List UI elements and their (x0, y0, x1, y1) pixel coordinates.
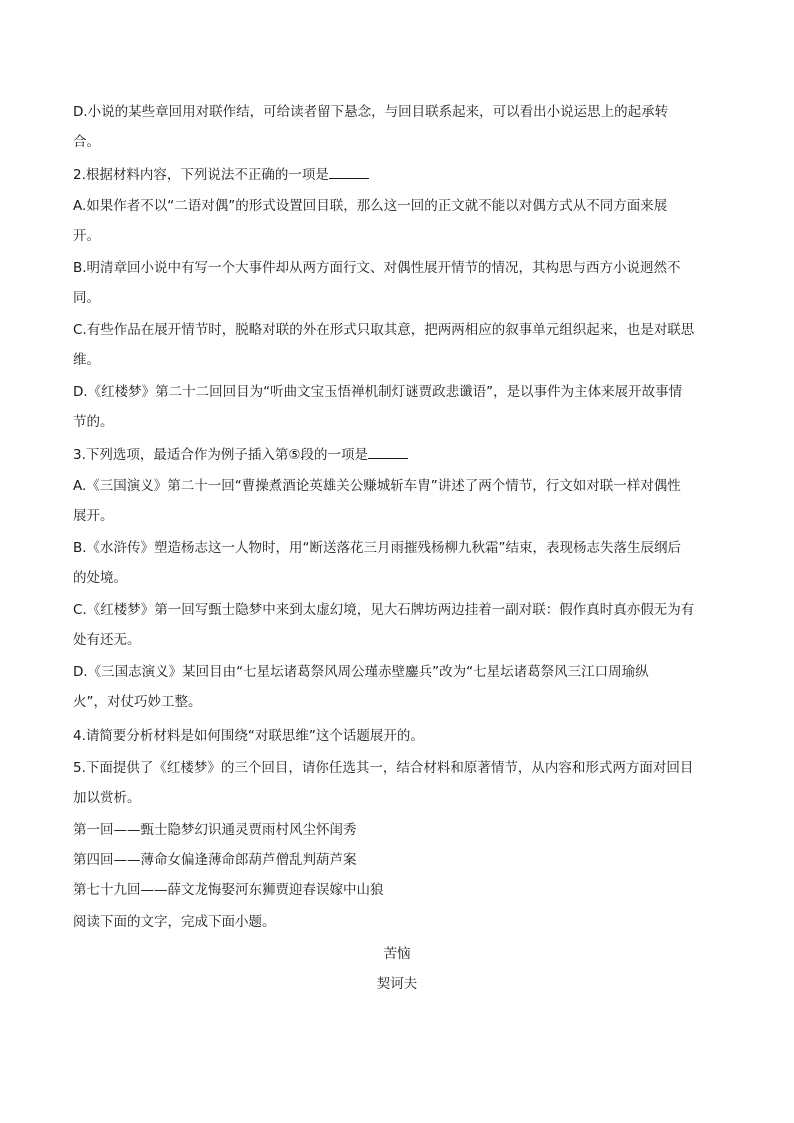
q2-option-b-line1: B.明清章回小说中有写一个大事件却从两方面行文、对偶性展开情节的情况，其构思与西方小说迥然不 (73, 260, 681, 276)
q5-chapter-item-2: 第四回——薄命女偏逢薄命郎葫芦僧乱判葫芦案 (73, 852, 357, 868)
q1-option-d-line2: 合。 (73, 134, 100, 150)
q2-option-c-line2: 维。 (73, 352, 100, 368)
q2-option-d-line2: 节的。 (73, 414, 114, 430)
answer-blank (368, 444, 408, 459)
q3-option-a-line2: 展开。 (73, 508, 114, 524)
q2-option-a-line2: 开。 (73, 228, 100, 244)
q5-stem-line1: 5.下面提供了《红楼梦》的三个回目，请你任选其一，结合材料和原著情节，从内容和形式两方面对回目 (73, 760, 694, 776)
q4-stem: 4.请简要分析材料是如何围绕“对联思维”这个话题展开的。 (73, 728, 424, 744)
story-title: 苦恼 (383, 946, 411, 962)
q3-option-d-line2: 火”，对仗巧妙工整。 (73, 694, 202, 710)
q2-option-d-line1: D.《红楼梦》第二十二回回目为“听曲文宝玉悟禅机制灯谜贾政悲谶语”，是以事件为主体来展开故事情 (73, 384, 683, 400)
q3-stem (73, 444, 733, 465)
q2-stem (73, 164, 733, 185)
q3-stem-text: 3.下列选项，最适合作为例子插入第⑤段的一项是 (73, 447, 368, 463)
q3-option-c-line2: 处有还无。 (73, 632, 141, 648)
q5-stem-line2: 加以赏析。 (73, 790, 141, 806)
q3-option-b-line2: 的处境。 (73, 570, 127, 586)
q3-option-d-line1: D.《三国志演义》某回目由“七星坛诸葛祭风周公瑾赤壁鏖兵”改为“七星坛诸葛祭风三江口周瑜纵 (73, 664, 649, 680)
answer-blank (329, 164, 369, 179)
q3-option-c-line1: C.《红楼梦》第一回写甄士隐梦中来到太虚幻境，见大石牌坊两边挂着一副对联：假作真时真亦假无为有 (73, 602, 695, 618)
q2-option-a-line1: A.如果作者不以“二语对偶”的形式设置回目联，那么这一回的正文就不能以对偶方式从不同方面来展 (73, 198, 668, 214)
q2-option-c-line1: C.有些作品在展开情节时，脱略对联的外在形式只取其意，把两两相应的叙事单元组织起来，也是对联思 (73, 322, 695, 338)
q3-option-b-line1: B.《水浒传》塑造杨志这一人物时，用“断送落花三月雨摧残杨柳九秋霜”结束，表现杨志失落生辰纲后 (73, 540, 682, 556)
q2-stem-text: 2.根据材料内容，下列说法不正确的一项是 (73, 167, 329, 183)
story-author: 契诃夫 (376, 976, 418, 992)
q1-option-d-line1: D.小说的某些章回用对联作结，可给读者留下悬念，与回目联系起来，可以看出小说运思上的起承转 (73, 104, 669, 120)
reading-instruction: 阅读下面的文字，完成下面小题。 (73, 914, 276, 930)
q5-chapter-item-1: 第一回——甄士隐梦幻识通灵贾雨村风尘怀闺秀 (73, 822, 357, 838)
q5-chapter-item-3: 第七十九回——薛文龙悔娶河东狮贾迎春误嫁中山狼 (73, 882, 384, 898)
q2-option-b-line2: 同。 (73, 290, 100, 306)
q3-option-a-line1: A.《三国演义》第二十一回“曹操煮酒论英雄关公赚城斩车胄”讲述了两个情节，行文如对联一样对偶性 (73, 478, 681, 494)
